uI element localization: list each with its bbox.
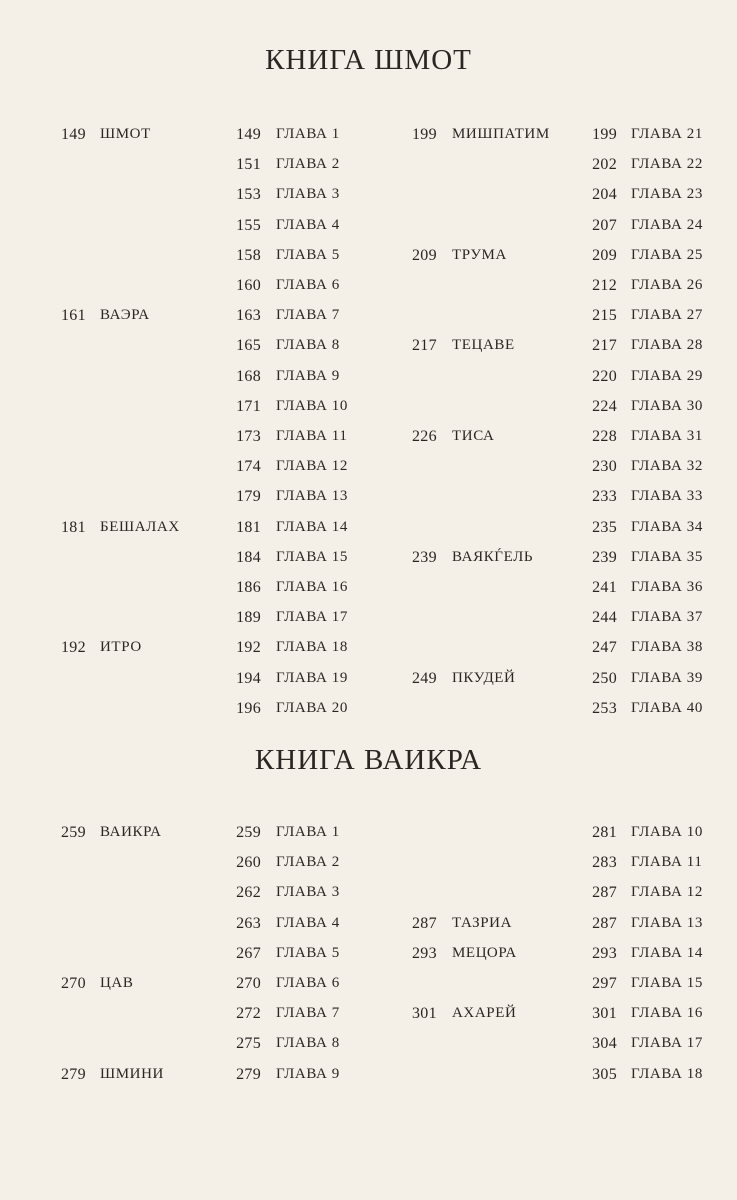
chapter-page-number: 163 (236, 307, 261, 325)
toc-row (0, 186, 737, 216)
chapter-label: ГЛАВА 18 (276, 639, 348, 656)
chapter-label: ГЛАВА 15 (631, 975, 703, 991)
chapter-page-number: 160 (236, 277, 261, 294)
chapter-label: ГЛАВА 19 (276, 669, 348, 686)
chapter-label: ГЛАВА 10 (276, 397, 348, 414)
parasha-name: ШМОТ (100, 126, 151, 142)
chapter-label: ГЛАВА 18 (631, 1065, 703, 1082)
toc-row (0, 247, 737, 277)
chapter-label: ГЛАВА 3 (276, 884, 340, 901)
chapter-label: ГЛАВА 17 (631, 1035, 703, 1052)
chapter-label: ГЛАВА 22 (631, 156, 703, 173)
chapter-page-number: 281 (592, 824, 617, 841)
chapter-page-number: 250 (592, 669, 617, 687)
chapter-label: ГЛАВА 16 (276, 579, 348, 595)
chapter-label: ГЛАВА 8 (276, 337, 340, 354)
chapter-label: ГЛАВА 14 (631, 944, 703, 961)
chapter-page-number: 168 (236, 367, 261, 385)
chapter-label: ГЛАВА 14 (276, 518, 348, 535)
toc-row (0, 307, 737, 337)
chapter-label: ГЛАВА 39 (631, 669, 703, 686)
chapter-label: ГЛАВА 25 (631, 246, 703, 263)
parasha-page-number: 199 (412, 126, 437, 143)
chapter-page-number: 192 (236, 639, 261, 657)
chapter-page-number: 202 (592, 156, 617, 174)
chapter-label: ГЛАВА 16 (631, 1005, 703, 1022)
chapter-page-number: 239 (592, 548, 617, 566)
chapter-label: ГЛАВА 9 (276, 367, 340, 384)
chapter-page-number: 207 (592, 216, 617, 234)
chapter-label: ГЛАВА 33 (631, 488, 703, 505)
parasha-name: ВАЯКЃЕЛЬ (452, 548, 534, 565)
chapter-label: ГЛАВА 4 (276, 216, 340, 233)
chapter-label: ГЛАВА 21 (631, 126, 703, 142)
chapter-label: ГЛАВА 2 (276, 156, 340, 173)
toc-row (0, 458, 737, 488)
parasha-page-number: 217 (412, 337, 437, 355)
chapter-label: ГЛАВА 10 (631, 824, 703, 840)
chapter-page-number: 209 (592, 246, 617, 264)
parasha-name: ТРУМА (452, 246, 507, 263)
chapter-page-number: 171 (236, 397, 261, 415)
chapter-page-number: 194 (236, 669, 261, 687)
chapter-page-number: 165 (236, 337, 261, 355)
chapter-label: ГЛАВА 9 (276, 1065, 340, 1082)
chapter-label: ГЛАВА 37 (631, 609, 703, 626)
chapter-page-number: 181 (236, 518, 261, 536)
chapter-label: ГЛАВА 6 (276, 277, 340, 293)
parasha-name: ВАИКРА (100, 824, 162, 840)
toc-row (0, 915, 737, 945)
chapter-page-number: 253 (592, 699, 617, 717)
parasha-page-number: 270 (61, 975, 86, 992)
chapter-label: ГЛАВА 38 (631, 639, 703, 656)
chapter-label: ГЛАВА 1 (276, 824, 340, 840)
chapter-label: ГЛАВА 3 (276, 186, 340, 203)
chapter-page-number: 270 (236, 975, 261, 992)
parasha-page-number: 192 (61, 639, 86, 657)
toc-row (0, 854, 737, 884)
chapter-page-number: 189 (236, 609, 261, 627)
chapter-label: ГЛАВА 8 (276, 1035, 340, 1052)
chapter-page-number: 151 (236, 156, 261, 174)
chapter-label: ГЛАВА 12 (631, 884, 703, 901)
toc-row (0, 337, 737, 367)
chapter-page-number: 279 (236, 1065, 261, 1083)
parasha-page-number: 161 (61, 307, 86, 325)
chapter-page-number: 272 (236, 1005, 261, 1023)
chapter-page-number: 196 (236, 699, 261, 717)
parasha-name: ТЕЦАВЕ (452, 337, 515, 354)
toc-row (0, 549, 737, 579)
toc-row (0, 945, 737, 975)
parasha-name: ВАЭРА (100, 307, 150, 324)
toc-row (0, 519, 737, 549)
chapter-page-number: 217 (592, 337, 617, 355)
chapter-page-number: 199 (592, 126, 617, 143)
chapter-page-number: 293 (592, 944, 617, 962)
chapter-page-number: 263 (236, 914, 261, 932)
toc-row (0, 368, 737, 398)
chapter-page-number: 287 (592, 914, 617, 932)
chapter-label: ГЛАВА 7 (276, 307, 340, 324)
toc-row (0, 1035, 737, 1065)
chapter-label: ГЛАВА 15 (276, 548, 348, 565)
toc-row (0, 277, 737, 307)
chapter-page-number: 155 (236, 216, 261, 234)
chapter-label: ГЛАВА 17 (276, 609, 348, 626)
toc-row (0, 1066, 737, 1096)
chapter-page-number: 241 (592, 579, 617, 596)
chapter-label: ГЛАВА 40 (631, 699, 703, 716)
chapter-label: ГЛАВА 23 (631, 186, 703, 203)
chapter-page-number: 267 (236, 944, 261, 962)
parasha-page-number: 149 (61, 126, 86, 143)
parasha-page-number: 301 (412, 1005, 437, 1023)
parasha-page-number: 226 (412, 428, 437, 445)
chapter-page-number: 259 (236, 824, 261, 841)
book-title-vaikra: КНИГА ВАИКРА (254, 744, 483, 776)
chapter-label: ГЛАВА 31 (631, 428, 703, 444)
chapter-page-number: 184 (236, 548, 261, 566)
chapter-page-number: 233 (592, 488, 617, 506)
chapter-page-number: 230 (592, 458, 617, 476)
parasha-name: ТИСА (452, 428, 495, 444)
chapter-page-number: 174 (236, 458, 261, 476)
parasha-name: МИШПАТИМ (452, 126, 550, 142)
chapter-page-number: 262 (236, 884, 261, 902)
chapter-page-number: 305 (592, 1065, 617, 1083)
parasha-name: ШМИНИ (100, 1065, 164, 1082)
chapter-label: ГЛАВА 34 (631, 518, 703, 535)
chapter-label: ГЛАВА 11 (631, 854, 703, 871)
toc-row (0, 975, 737, 1005)
chapter-label: ГЛАВА 28 (631, 337, 703, 354)
chapter-page-number: 153 (236, 186, 261, 204)
chapter-label: ГЛАВА 36 (631, 579, 703, 595)
chapter-page-number: 173 (236, 428, 261, 445)
chapter-page-number: 260 (236, 854, 261, 872)
toc-row (0, 1005, 737, 1035)
parasha-page-number: 287 (412, 914, 437, 932)
toc-row (0, 824, 737, 854)
chapter-page-number: 244 (592, 609, 617, 627)
chapter-label: ГЛАВА 6 (276, 975, 340, 991)
chapter-page-number: 204 (592, 186, 617, 204)
chapter-label: ГЛАВА 32 (631, 458, 703, 475)
chapter-label: ГЛАВА 1 (276, 126, 340, 142)
chapter-label: ГЛАВА 4 (276, 914, 340, 931)
chapter-label: ГЛАВА 20 (276, 699, 348, 716)
chapter-page-number: 149 (236, 126, 261, 143)
chapter-page-number: 212 (592, 277, 617, 294)
parasha-page-number: 209 (412, 246, 437, 264)
toc-row (0, 884, 737, 914)
chapter-page-number: 228 (592, 428, 617, 445)
toc-row (0, 670, 737, 700)
toc-row (0, 428, 737, 458)
toc-row (0, 217, 737, 247)
toc-row (0, 609, 737, 639)
chapter-label: ГЛАВА 7 (276, 1005, 340, 1022)
chapter-page-number: 301 (592, 1005, 617, 1023)
toc-row (0, 579, 737, 609)
chapter-label: ГЛАВА 2 (276, 854, 340, 871)
chapter-label: ГЛАВА 13 (631, 914, 703, 931)
parasha-name: ИТРО (100, 639, 142, 656)
chapter-page-number: 287 (592, 884, 617, 902)
chapter-page-number: 283 (592, 854, 617, 872)
chapter-label: ГЛАВА 11 (276, 428, 348, 444)
chapter-page-number: 235 (592, 518, 617, 536)
parasha-name: МЕЦОРА (452, 944, 517, 961)
chapter-page-number: 247 (592, 639, 617, 657)
chapter-page-number: 158 (236, 246, 261, 264)
chapter-page-number: 297 (592, 975, 617, 992)
chapter-label: ГЛАВА 35 (631, 548, 703, 565)
parasha-name: ТАЗРИА (452, 914, 512, 931)
chapter-page-number: 224 (592, 397, 617, 415)
chapter-label: ГЛАВА 5 (276, 246, 340, 263)
toc-row (0, 398, 737, 428)
parasha-page-number: 259 (61, 824, 86, 841)
parasha-name: БЕШАЛАХ (100, 518, 180, 535)
toc-row (0, 700, 737, 730)
parasha-page-number: 293 (412, 944, 437, 962)
parasha-page-number: 249 (412, 669, 437, 687)
chapter-label: ГЛАВА 13 (276, 488, 348, 505)
toc-row (0, 488, 737, 518)
chapter-page-number: 220 (592, 367, 617, 385)
parasha-name: АХАРЕЙ (452, 1005, 517, 1022)
parasha-name: ЦАВ (100, 975, 134, 991)
parasha-page-number: 239 (412, 548, 437, 566)
chapter-label: ГЛАВА 30 (631, 397, 703, 414)
chapter-page-number: 304 (592, 1035, 617, 1053)
chapter-page-number: 275 (236, 1035, 261, 1053)
chapter-page-number: 215 (592, 307, 617, 325)
parasha-name: ПКУДЕЙ (452, 669, 516, 686)
parasha-page-number: 181 (61, 518, 86, 536)
chapter-page-number: 186 (236, 579, 261, 596)
toc-row (0, 126, 737, 156)
book-title-shmot: КНИГА ШМОТ (265, 44, 472, 76)
toc-row (0, 639, 737, 669)
chapter-label: ГЛАВА 29 (631, 367, 703, 384)
chapter-label: ГЛАВА 27 (631, 307, 703, 324)
toc-row (0, 156, 737, 186)
chapter-label: ГЛАВА 12 (276, 458, 348, 475)
chapter-label: ГЛАВА 24 (631, 216, 703, 233)
parasha-page-number: 279 (61, 1065, 86, 1083)
chapter-label: ГЛАВА 26 (631, 277, 703, 293)
chapter-page-number: 179 (236, 488, 261, 506)
chapter-label: ГЛАВА 5 (276, 944, 340, 961)
